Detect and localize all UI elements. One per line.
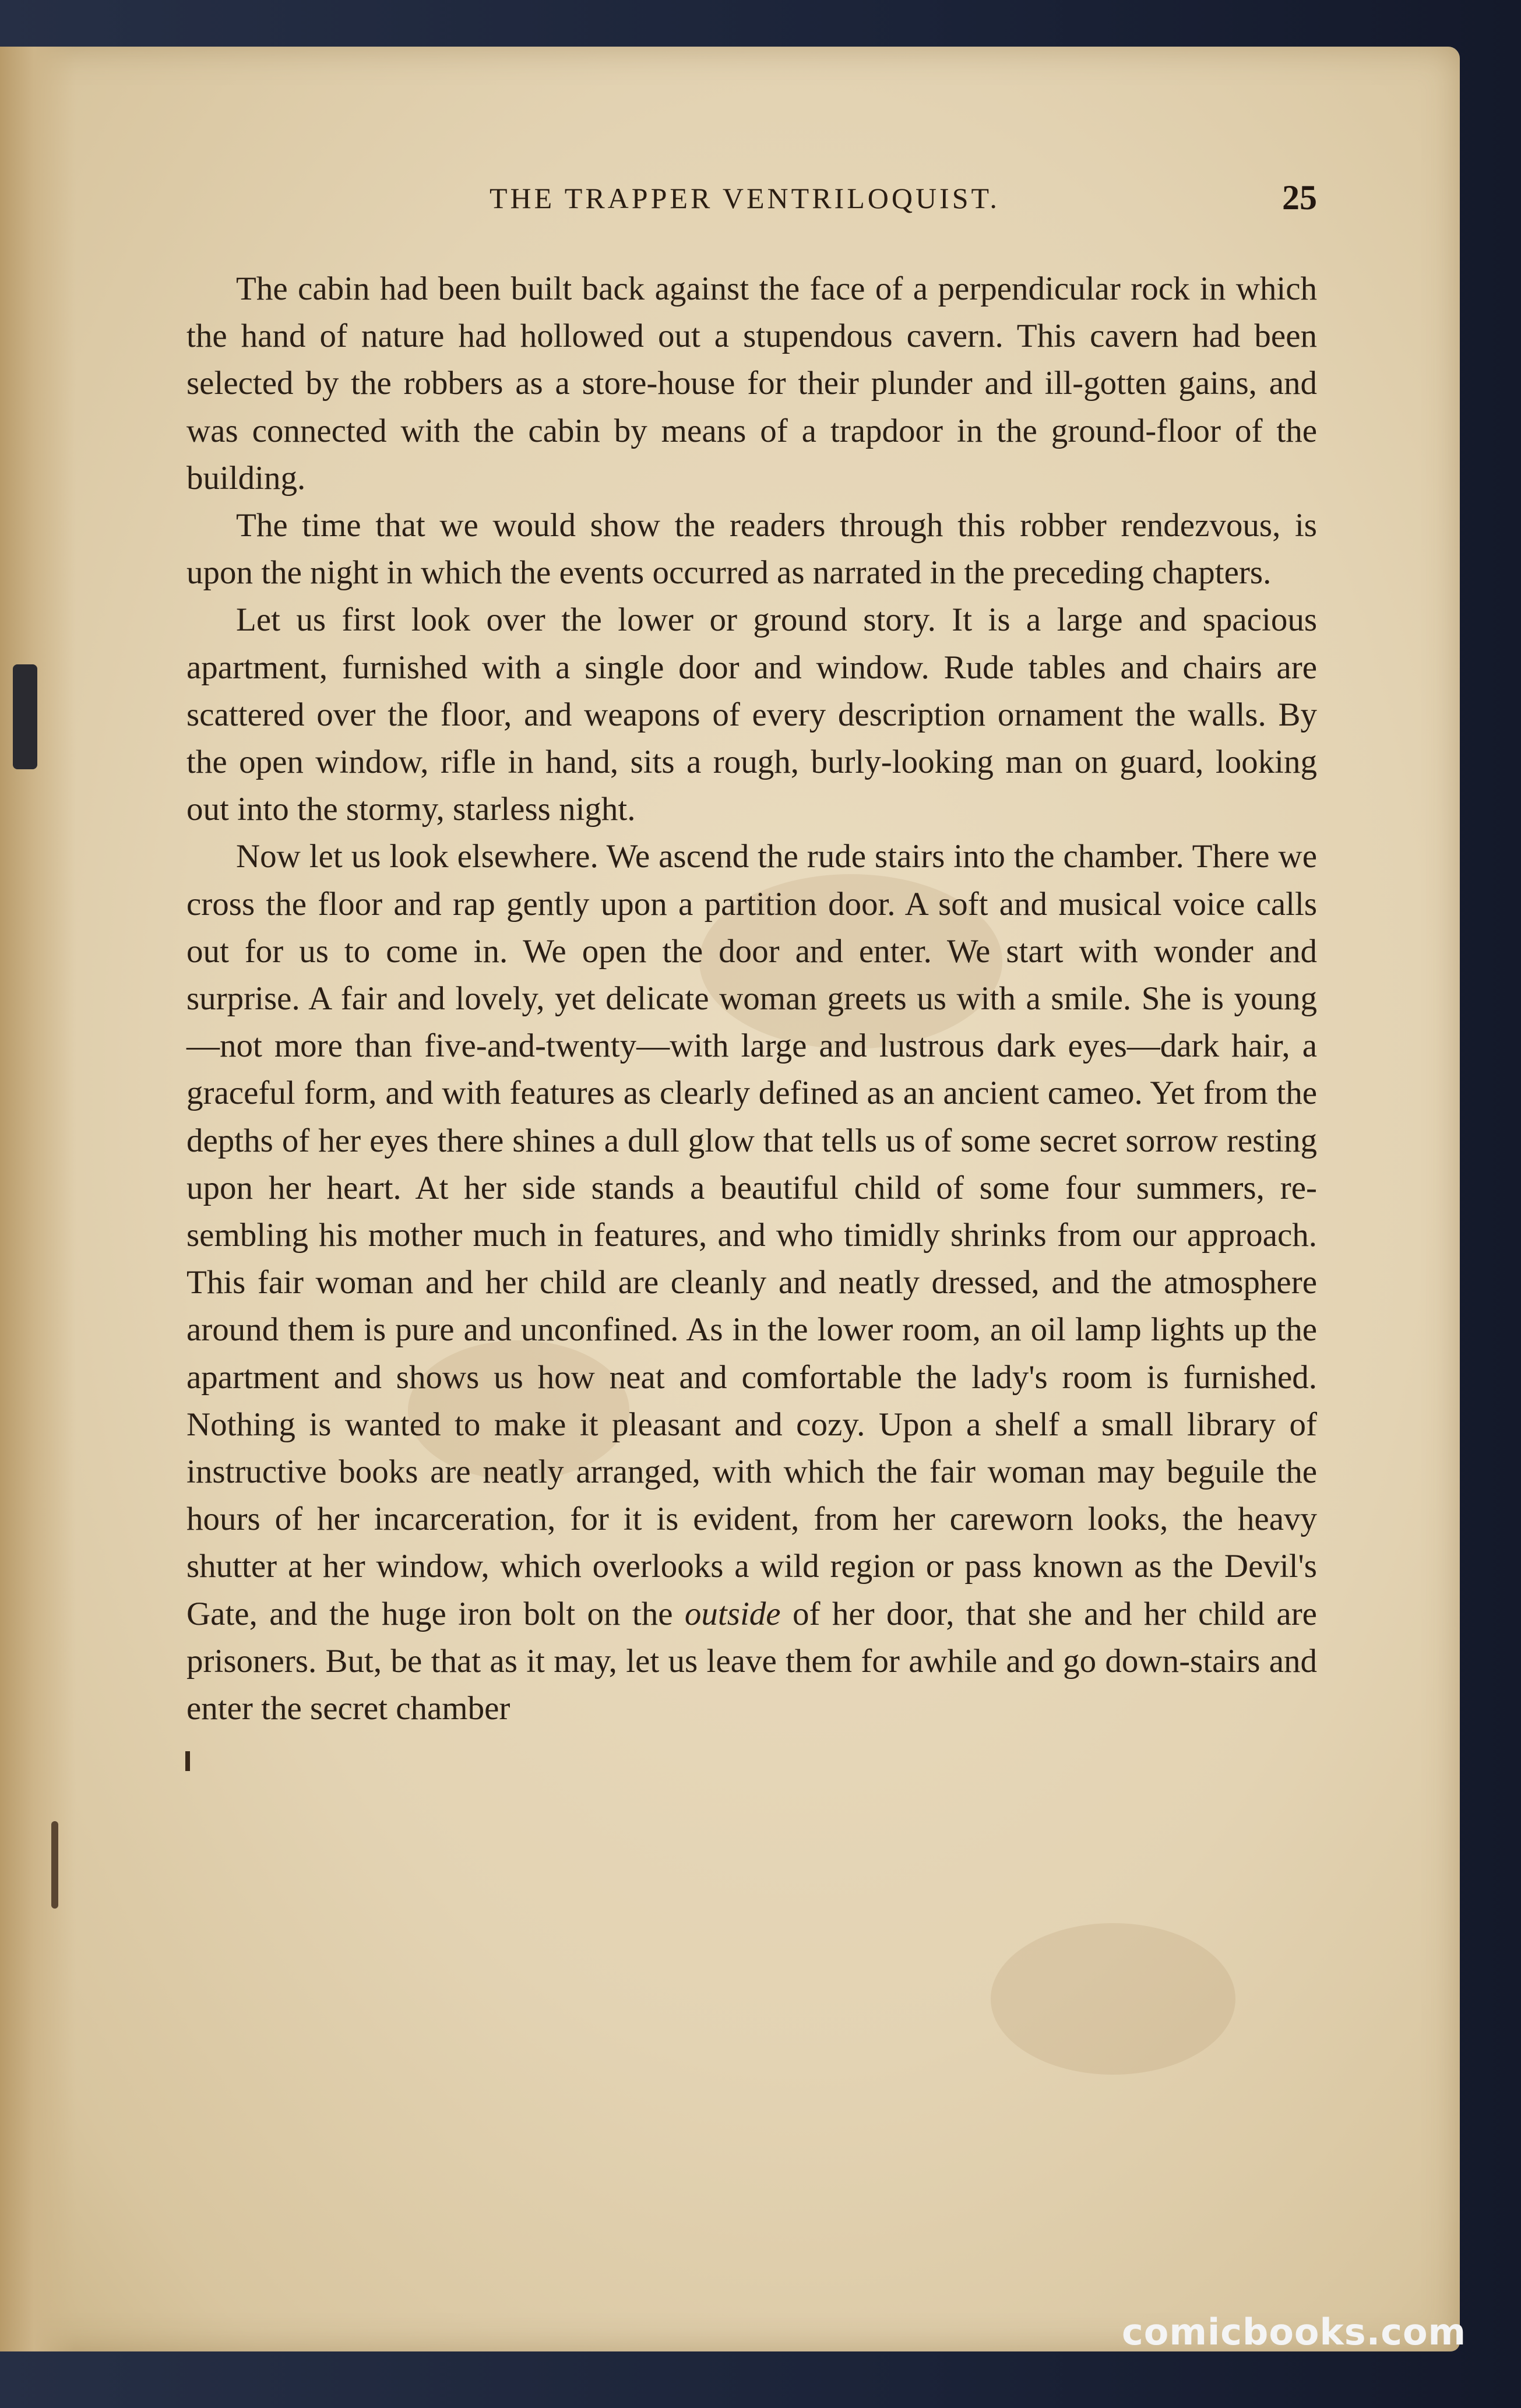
paragraph-text: The time that we would show the readers through this robber rendezvous, is upon the night in which the events occurred as narrated in the preceding chapters. [186,507,1317,592]
paragraph-text: of her door, that she and her child are prisoners. But, be that as it may, let us leave them for awhile and go down-stairs and enter the secret chamber [186,1595,1317,1727]
binding-thread-mark [51,1821,58,1909]
running-head: THE TRAPPER VENTRILOQUIST. [490,182,1000,214]
watermark: comicbooks.com [1122,2311,1467,2353]
binding-thread-mark [13,664,37,769]
paper-stain [991,1923,1235,2075]
paragraph-text: Now let us look elsewhere. We ascend the rude stairs into the chamber. There we cross the floor and rap gently upon a partition door. A soft and musical voice calls out for us to come in. We open the door and enter. We start with wonder and surprise. A fair and lovely, yet delicate woman greets us with a smile. She is young—not more than five-and-twenty—with large and lustrous dark eyes—dark hair, a graceful form, and with features as clearly defined as an ancient cameo. Yet from the depths of her eyes there shines a dull glow that tells us of some secret sorrow resting upon her heart. At her side stands a beautiful child of some four summers, resembling his mother much in features, and who timidly shrinks from our approach. This fair woman and her child are cleanly and neatly dressed, and the atmosphere around them is pure and unconfined. As in the lower room, an oil lamp lights up the apartment and shows us how neat and comfortable the lady's room is furnished. Nothing is wanted to make it pleasant and cozy. Upon a shelf a small library of instructive books are neatly arranged, with which the fair woman may beguile the hours of her incarceration, for it is evident, from her careworn looks, the heavy shutter at her window, which overlooks a wild region or pass known as the Devil's Gate, and the huge iron bolt on the [186,838,1317,1632]
paragraph-cabin [186,265,1317,502]
paragraph-text: The cabin had been built back against the face of a perpendicular rock in which the hand of nature had hollowed out a stupendous cavern. This cavern had been selected by the robbers as a store-house for their plunder and ill-gotten gains, and was connected with the cabin by means of a trapdoor in the ground-floor of the building. [186,270,1317,497]
paragraph-chamber [186,833,1317,1732]
margin-tick-mark [185,1751,190,1771]
paragraph-lower-story [186,596,1317,833]
page-body [186,265,1317,1732]
paragraph-time [186,502,1317,596]
page-number: 25 [1282,178,1317,217]
page-gutter-shadow [0,47,76,2351]
page-header [186,178,1340,219]
italic-word: outside [684,1595,781,1632]
paragraph-text: Let us first look over the lower or ground story. It is a large and spacious apartment, furnished with a single door and window. Rude tables and chairs are scattered over the floor, and weapons of every description ornament the walls. By the open window, rifle in hand, sits a rough, burly-looking man on guard, looking out into the stormy, starless night. [186,601,1317,828]
